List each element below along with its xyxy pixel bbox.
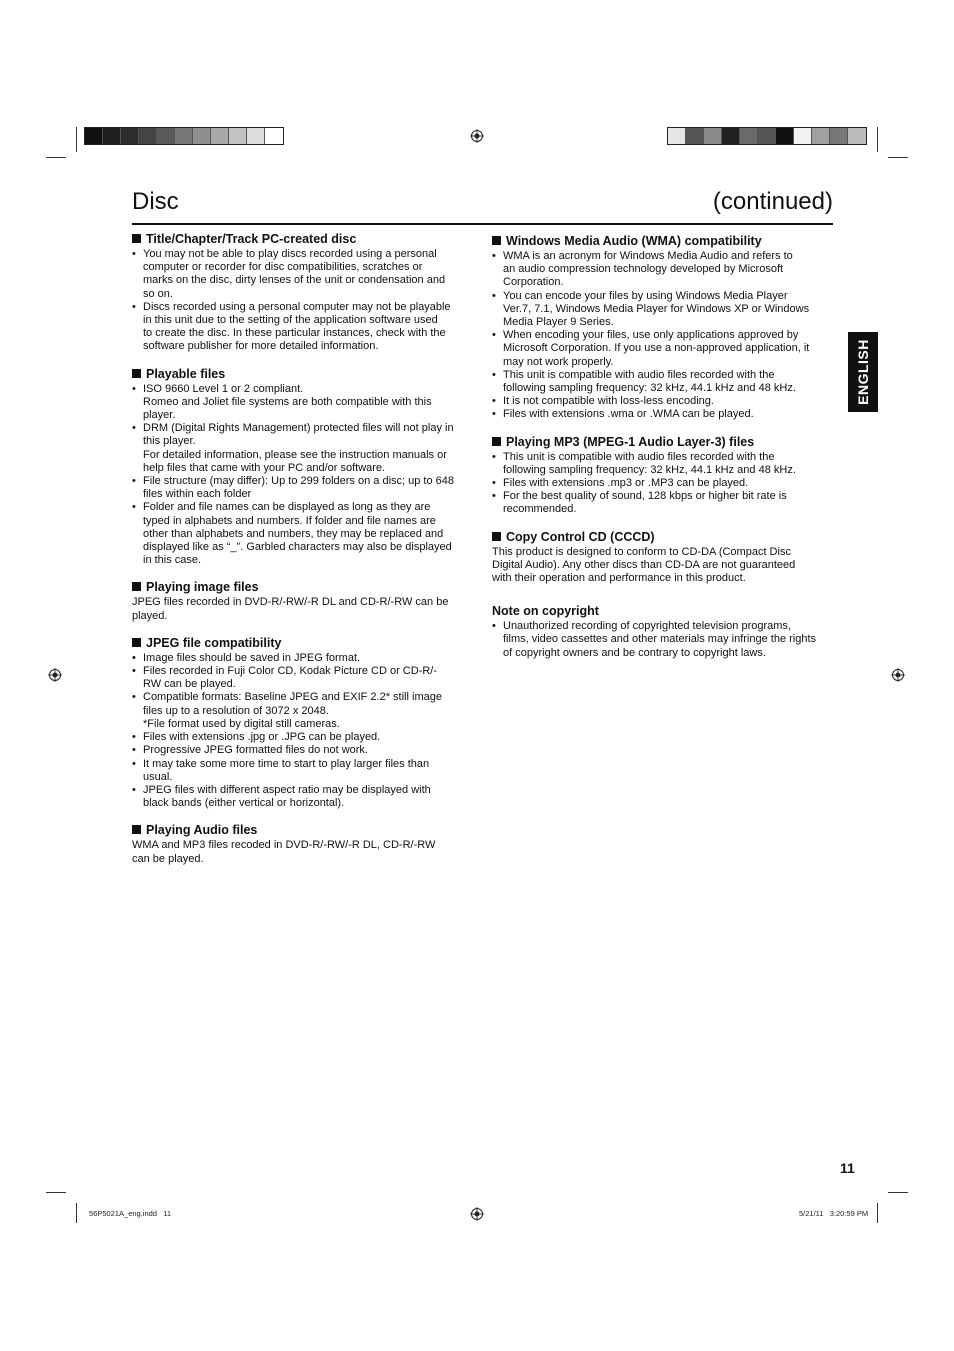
- list-item: • This unit is compatible with audio files recorded with the following sampling frequency: 32 kHz, 44.1 kHz and 48 kHz.: [492, 451, 834, 477]
- list-item: • Image files should be saved in JPEG format.: [132, 652, 474, 665]
- section-wma-compatibility: [492, 234, 834, 422]
- section-title-chapter-track: [132, 232, 474, 354]
- paragraph: WMA and MP3 files recoded in DVD-R/-RW/-R DL, CD-R/-RW can be played.: [132, 839, 436, 865]
- registration-strip-right: [667, 127, 867, 145]
- section-note-on-copyright: [492, 604, 834, 660]
- page-number: 11: [840, 1160, 855, 1176]
- crop-mark: [76, 127, 77, 152]
- section-playing-image-files: [132, 580, 474, 622]
- crop-mark: [888, 1192, 908, 1193]
- list-item: • Files with extensions .mp3 or .MP3 can be played.: [492, 477, 834, 490]
- list-item: • DRM (Digital Rights Management) protected files will not play in this player. For detailed information, please see the instruction manuals or help files that came with your PC and/or software.: [132, 422, 474, 475]
- list-item: • Files with extensions .jpg or .JPG can be played.: [132, 731, 474, 744]
- section-heading: Playing Audio files: [132, 823, 474, 838]
- list-item: • Discs recorded using a personal computer may not be playable in this unit due to the setting of the application software used to create the disc. In these particular instances, check with the software publisher for more detailed information.: [132, 301, 474, 354]
- list-item: • Files recorded in Fuji Color CD, Kodak Picture CD or CD-R/- RW can be played.: [132, 665, 474, 691]
- list-item: • Folder and file names can be displayed as long as they are typed in alphabets and numbers. If folder and file names are other than alphabets and numbers, they may be replaced and displayed like as “_”. Garbled characters may also be displayed in this case.: [132, 501, 474, 567]
- right-column: [492, 234, 834, 673]
- section-heading: JPEG file compatibility: [132, 636, 474, 651]
- section-heading: Note on copyright: [492, 604, 599, 619]
- section-heading: Copy Control CD (CCCD): [492, 530, 834, 545]
- list-item: • You may not be able to play discs recorded using a personal computer or recorder for disc compatibilities, scratches or marks on the disc, dirty lenses of the unit or condensation and so on.: [132, 248, 474, 301]
- page-title: Disc: [132, 188, 179, 215]
- list-item: • When encoding your files, use only applications approved by Microsoft Corporation. If you use a non-approved application, it may not work properly.: [492, 329, 834, 369]
- crop-mark: [46, 1192, 66, 1193]
- registration-target-icon: [891, 668, 905, 682]
- list-item: • Progressive JPEG formatted files do not work.: [132, 744, 474, 757]
- section-jpeg-compatibility: [132, 636, 474, 810]
- registration-target-icon: [470, 129, 484, 143]
- section-copy-control-cd: [492, 530, 834, 586]
- title-rule: [132, 223, 833, 225]
- list-item: • Unauthorized recording of copyrighted television programs, films, video cassettes and other materials may infringe the rights of copyright owners and be contrary to copyright laws.: [492, 620, 834, 660]
- section-mp3-files: [492, 435, 834, 517]
- section-playing-audio-files: [132, 823, 474, 865]
- crop-mark: [46, 157, 66, 158]
- list-item: • You can encode your files by using Windows Media Player Ver.7, 7.1, Windows Media Player for Windows XP or Windows Media Player 9 Series.: [492, 290, 834, 330]
- footer-timestamp: 5/21/11 3:20:59 PM: [799, 1209, 869, 1218]
- section-heading: Title/Chapter/Track PC-created disc: [132, 232, 474, 247]
- registration-strip-left: [84, 127, 284, 145]
- list-item: • WMA is an acronym for Windows Media Audio and refers to an audio compression technology developed by Microsoft Corporation.: [492, 250, 834, 290]
- left-column: [132, 232, 474, 879]
- list-item: • File structure (may differ): Up to 299 folders on a disc; up to 648 files within each folder: [132, 475, 474, 501]
- list-item: • Files with extensions .wma or .WMA can be played.: [492, 408, 834, 421]
- language-tab: ENGLISH: [848, 332, 878, 412]
- paragraph: This product is designed to conform to CD-DA (Compact Disc Digital Audio). Any other discs than CD-DA are not guaranteed with their operation and performance in this product.: [492, 545, 796, 585]
- list-item: • It is not compatible with loss-less encoding.: [492, 395, 834, 408]
- crop-mark: [76, 1203, 77, 1223]
- section-heading: Windows Media Audio (WMA) compatibility: [492, 234, 834, 249]
- list-item: • JPEG files with different aspect ratio may be displayed with black bands (either vertical or horizontal).: [132, 784, 474, 810]
- list-item: • This unit is compatible with audio files recorded with the following sampling frequency: 32 kHz, 44.1 kHz and 48 kHz.: [492, 369, 834, 395]
- page-title-continued: (continued): [712, 188, 833, 215]
- crop-mark: [877, 1203, 878, 1223]
- footer-file-info: 56P5021A_eng.indd 11: [89, 1209, 172, 1218]
- crop-mark: [877, 127, 878, 152]
- list-item: • For the best quality of sound, 128 kbps or higher bit rate is recommended.: [492, 490, 834, 516]
- list-item: • Compatible formats: Baseline JPEG and EXIF 2.2* still image files up to a resolution of 3072 x 2048. *File format used by digital still cameras.: [132, 691, 474, 731]
- section-playable-files: [132, 367, 474, 568]
- registration-target-icon: [48, 668, 62, 682]
- list-item: • It may take some more time to start to play larger files than usual.: [132, 758, 474, 784]
- section-heading: Playing image files: [132, 580, 474, 595]
- registration-target-icon: [470, 1207, 484, 1221]
- paragraph: JPEG files recorded in DVD-R/-RW/-R DL and CD-R/-RW can be played.: [132, 596, 449, 622]
- crop-mark: [888, 157, 908, 158]
- section-heading: Playable files: [132, 367, 474, 382]
- list-item: • ISO 9660 Level 1 or 2 compliant. Romeo and Joliet file systems are both compatible with this player.: [132, 383, 474, 423]
- section-heading: Playing MP3 (MPEG-1 Audio Layer-3) files: [492, 435, 834, 450]
